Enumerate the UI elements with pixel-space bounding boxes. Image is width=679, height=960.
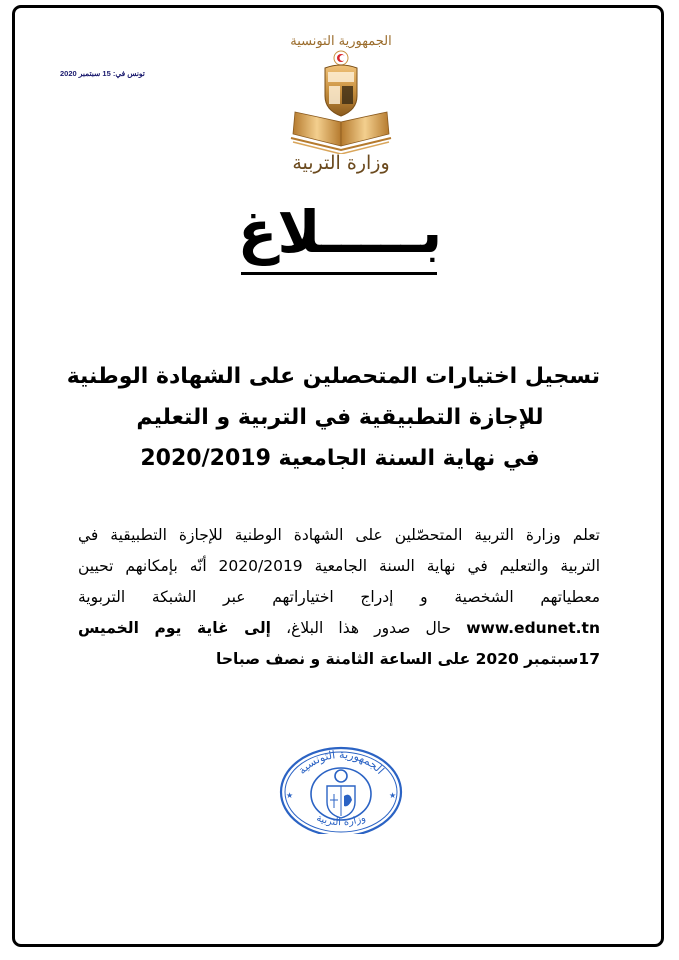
stamp-seal-icon: [272, 738, 410, 834]
announcement-title: [66, 356, 600, 479]
logo-republic-text: الجمهورية التونسية: [290, 34, 392, 49]
coat-of-arms-book-icon: [285, 50, 397, 154]
svg-text:★: ★: [389, 791, 397, 800]
title-line: للإجازة التطبيقية في التربية و التعليم: [136, 405, 544, 430]
edunet-link[interactable]: www.edunet.tn: [466, 619, 600, 637]
announcement-body: [78, 520, 600, 675]
official-stamp: [272, 738, 410, 834]
body-text-segment: حال صدور هذا البلاغ،: [286, 619, 452, 637]
title-line: في نهاية السنة الجامعية 2020/2019: [140, 446, 540, 471]
svg-text:★: ★: [286, 791, 294, 800]
body-line: تعلم وزارة التربية المتحصّلين على الشهادة الوطنية للإجازة التطبيقية في: [78, 526, 600, 544]
logo-ministry-text: وزارة التربية: [292, 152, 390, 174]
deadline-date-line: 17سبتمبر 2020 على الساعة الثامنة و نصف صباحا: [216, 650, 600, 668]
stamp-bottom-text: وزارة التربية: [314, 812, 368, 829]
heading-underline: [241, 272, 437, 275]
body-line: معطياتهم الشخصية و إدراج اختياراتهم عبر الشبكة التربوية: [78, 588, 600, 606]
svg-text:الجمهورية التونسية: [295, 748, 386, 777]
stamp-top-text: الجمهورية التونسية: [295, 747, 387, 777]
deadline-text: إلى غاية يوم الخميس: [78, 619, 271, 637]
announcement-heading: بـــــلاغ: [237, 198, 443, 266]
title-line: تسجيل اختيارات المتحصلين على الشهادة الوطنية: [66, 364, 600, 389]
document-date: تونس في: 15 سبتمبر 2020: [60, 69, 145, 78]
ministry-logo: [285, 28, 397, 186]
body-line: التربية والتعليم في نهاية السنة الجامعية 2020/2019 أنّه بإمكانهم تحيين: [78, 557, 600, 575]
body-line: [78, 613, 600, 644]
